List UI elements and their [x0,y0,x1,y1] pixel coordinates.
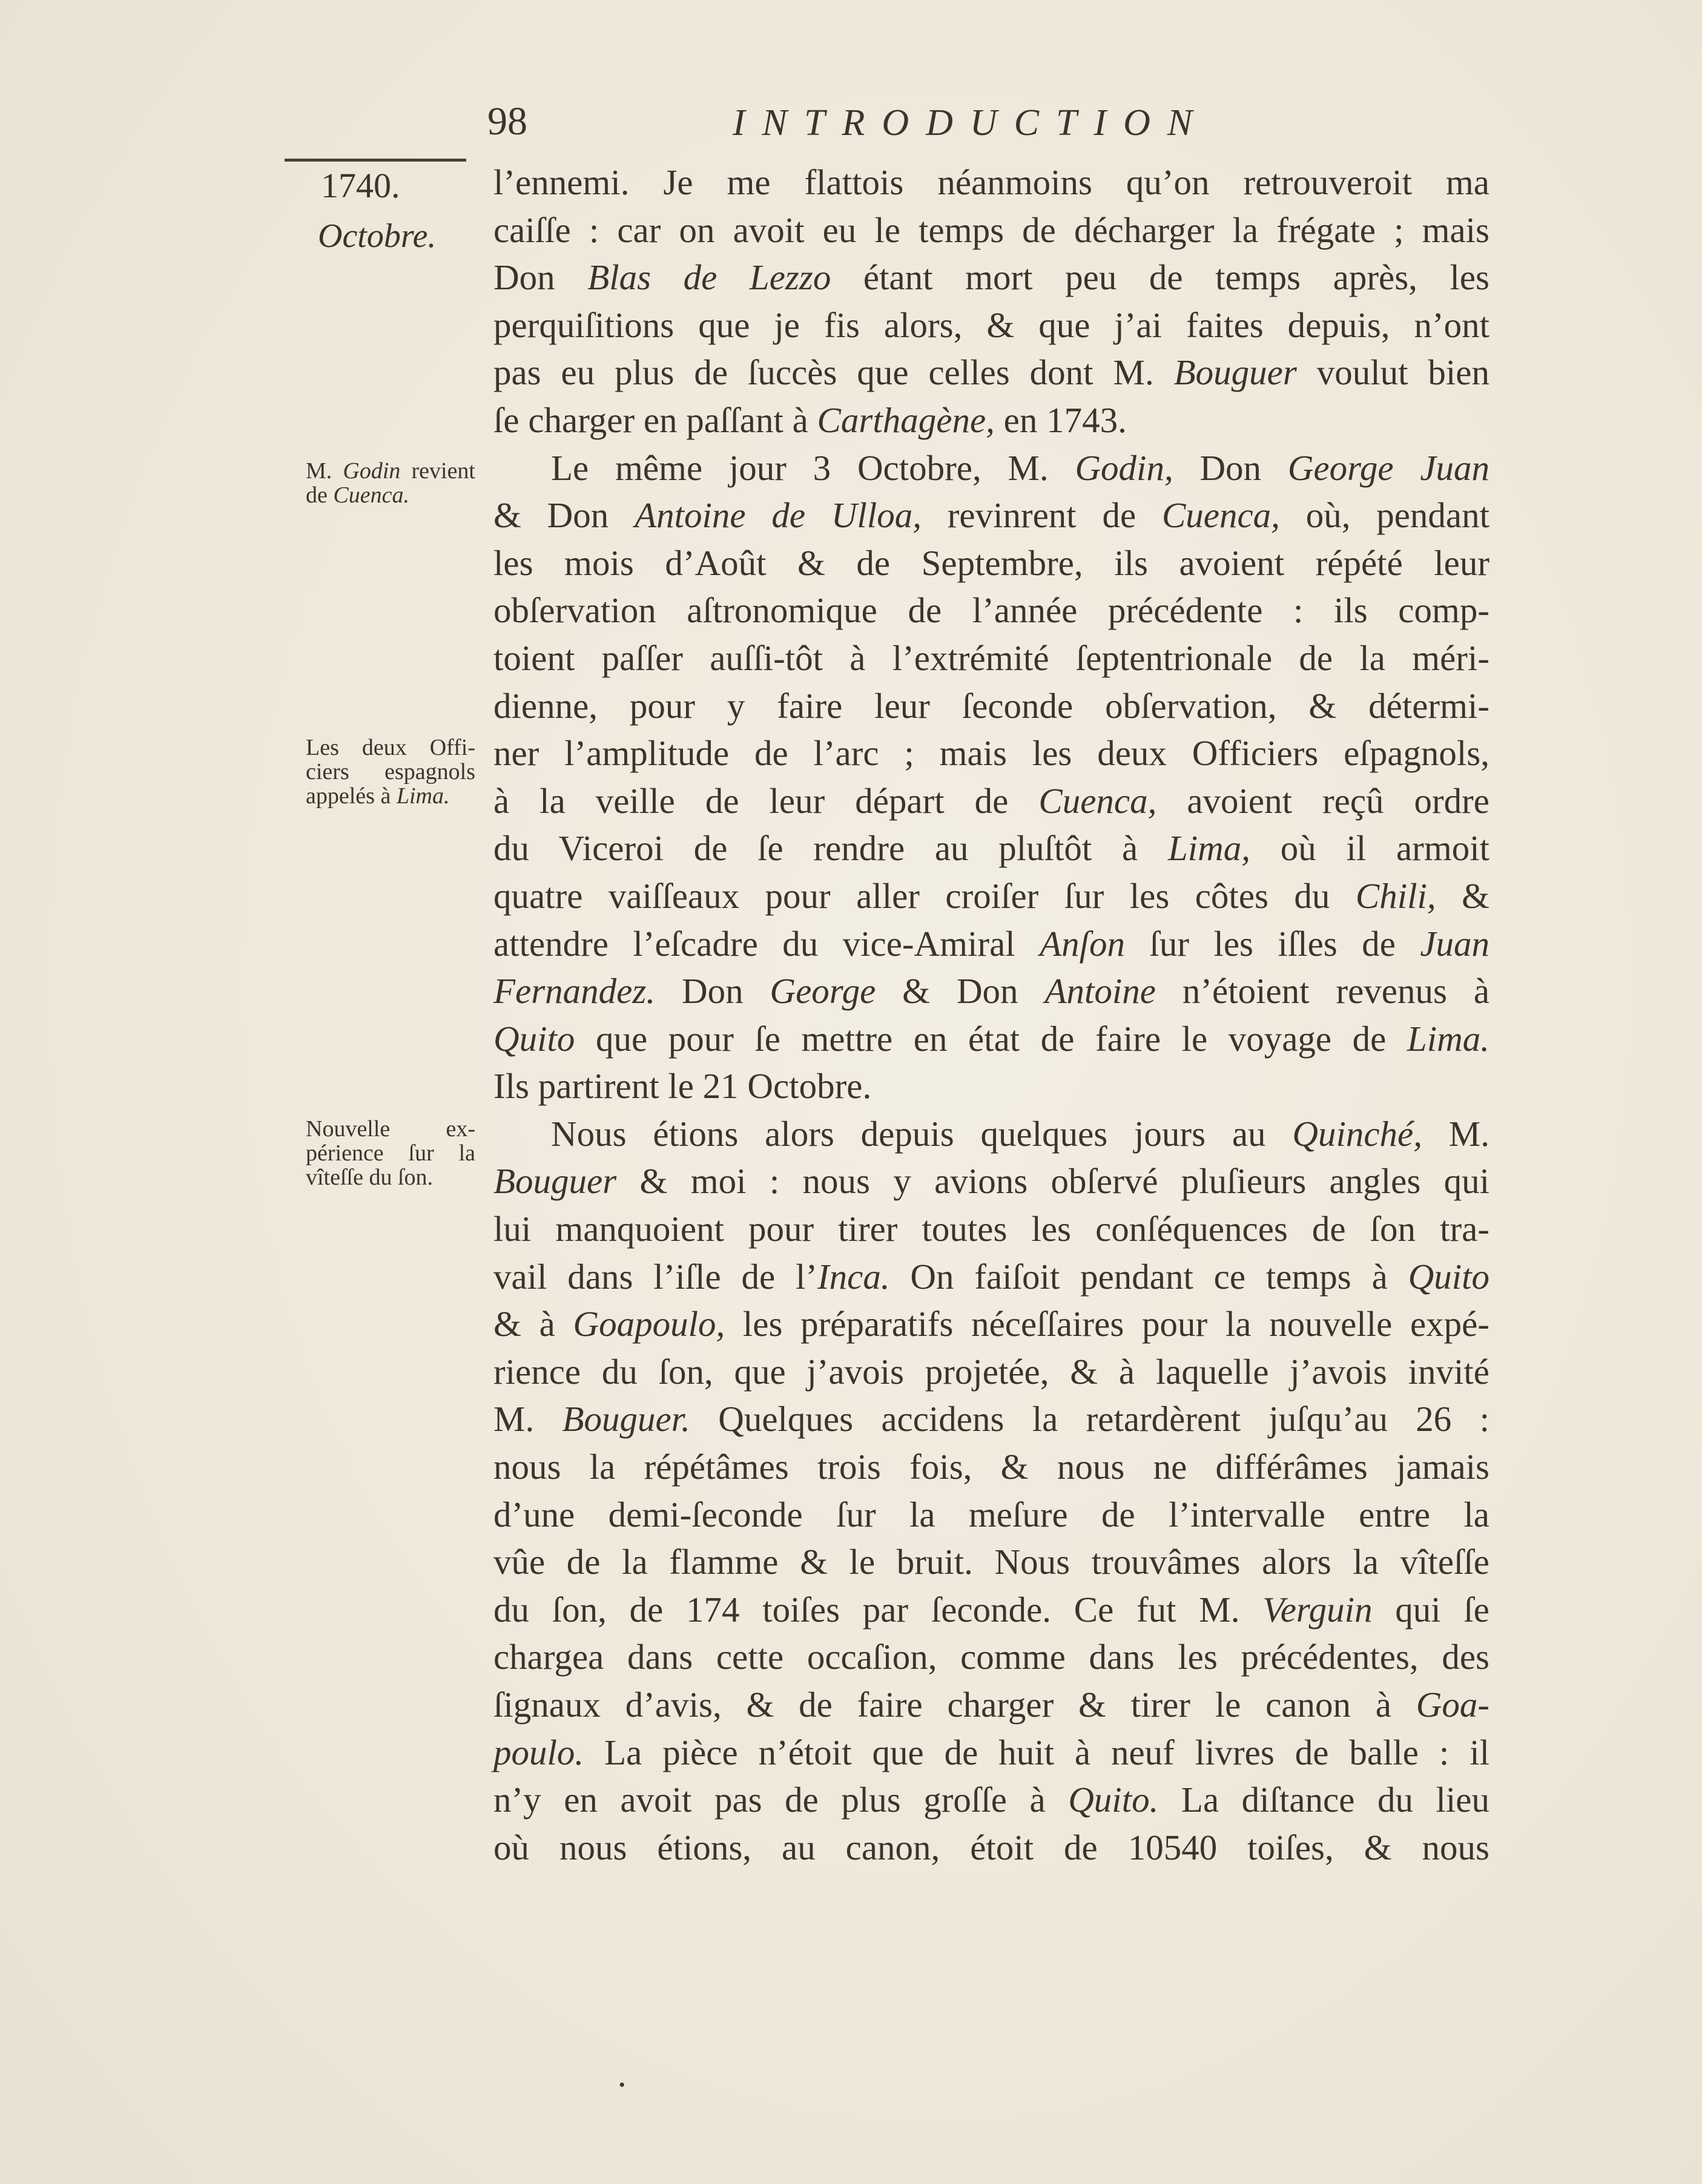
running-title: INTRODUCTION [733,102,1210,143]
margin-note-godin: M. Godin revient de Cuenca. [306,458,475,508]
text-line: à la veille de leur départ de Cuenca, avoient reçû ordre [493,780,1489,821]
text-line: caiſſe : car on avoit eu le temps de décharger la frégate ; mais [493,209,1489,250]
text-line: d’une demi-ſeconde ſur la meſure de l’intervalle entre la [493,1494,1489,1534]
text-line: Quito que pour ſe mettre en état de faire le voyage de Lima. [493,1018,1489,1059]
text-line: M. Bouguer. Quelques accidens la retardèrent juſqu’au 26 : [493,1399,1489,1439]
text-line: perquiſitions que je fis alors, & que j’ai faites depuis, n’ont [493,304,1489,345]
margin-note-officers: Les deux Offi-ciers espagnols appelés à Lima. [306,735,475,809]
text-line: nous la répétâmes trois fois, & nous ne différâmes jamais [493,1447,1489,1487]
text-line: rience du ſon, que j’avois projetée, & à laquelle j’avois invité [493,1351,1489,1392]
header-rule [285,159,466,162]
text-line: où nous étions, au canon, étoit de 10540 toiſes, & nous [493,1827,1489,1867]
text-line: toient paſſer auſſi-tôt à l’extrémité ſeptentrionale de la méri- [493,637,1489,678]
text-line: vûe de la flamme & le bruit. Nous trouvâmes alors la vîteſſe [493,1542,1489,1582]
text-line: attendre l’eſcadre du vice-Amiral Anſon ſur les iſles de Juan [493,923,1490,964]
text-line: ſe charger en paſſant à Carthagène, en 1743. [493,400,1127,440]
text-line: Don Blas de Lezzo étant mort peu de temps après, les [493,257,1490,298]
text-line: Le même jour 3 Octobre, M. Godin, Don George Juan [551,447,1490,488]
printer-mark: • [619,2075,625,2095]
text-line: du Viceroi de ſe rendre au pluſtôt à Lima, où il armoit [493,828,1490,869]
text-line: ſignaux d’avis, & de faire charger & tirer le canon à Goa- [493,1685,1489,1725]
text-line: poulo. La pièce n’étoit que de huit à neuf livres de balle : il [493,1732,1489,1772]
text-line: ner l’amplitude de l’arc ; mais les deux Officiers eſpagnols, [493,733,1489,774]
text-line: l’ennemi. Je me flattois néanmoins qu’on retrouveroit ma [493,162,1489,202]
page-number: 98 [487,99,527,143]
text-line: & à Goapoulo, les préparatifs néceſſaires pour la nouvelle expé- [493,1304,1489,1344]
margin-date-year: 1740. [321,166,400,205]
text-line: chargea dans cette occaſion, comme dans les précédentes, des [493,1637,1489,1677]
text-line: Fernandez. Don George & Don Antoine n’étoient revenus à [493,971,1490,1011]
text-line: lui manquoient pour tirer toutes les conſéquences de ſon tra- [493,1209,1489,1249]
text-line: dienne, pour y faire leur ſeconde obſervation, & détermi- [493,685,1489,726]
text-line: Nous étions alors depuis quelques jours au Quinché, M. [551,1113,1489,1154]
margin-note-sound: Nouvelle ex-périence ſur la vîteſſe du ſon. [306,1116,475,1190]
text-line: quatre vaiſſeaux pour aller croiſer ſur les côtes du Chili, & [493,875,1489,916]
text-line: les mois d’Août & de Septembre, ils avoient répété leur [493,542,1489,583]
text-line: & Don Antoine de Ulloa, revinrent de Cuenca, où, pendant [493,495,1490,536]
text-line: Ils partirent le 21 Octobre. [493,1066,872,1107]
text-line: du ſon, de 174 toiſes par ſeconde. Ce fut M. Verguin qui ſe [493,1589,1489,1630]
text-line: Bouguer & moi : nous y avions obſervé pluſieurs angles qui [493,1161,1489,1202]
margin-date-month: Octobre. [318,217,437,255]
text-line: n’y en avoit pas de plus groſſe à Quito. La diſtance du lieu [493,1780,1489,1820]
text-line: pas eu plus de ſuccès que celles dont M. Bouguer voulut bien [493,352,1489,393]
text-line: obſervation aſtronomique de l’année précédente : ils comp- [493,590,1489,631]
body-text [493,159,1489,1871]
text-line: vail dans l’iſle de l’Inca. On faiſoit pendant ce temps à Quito [493,1256,1489,1297]
